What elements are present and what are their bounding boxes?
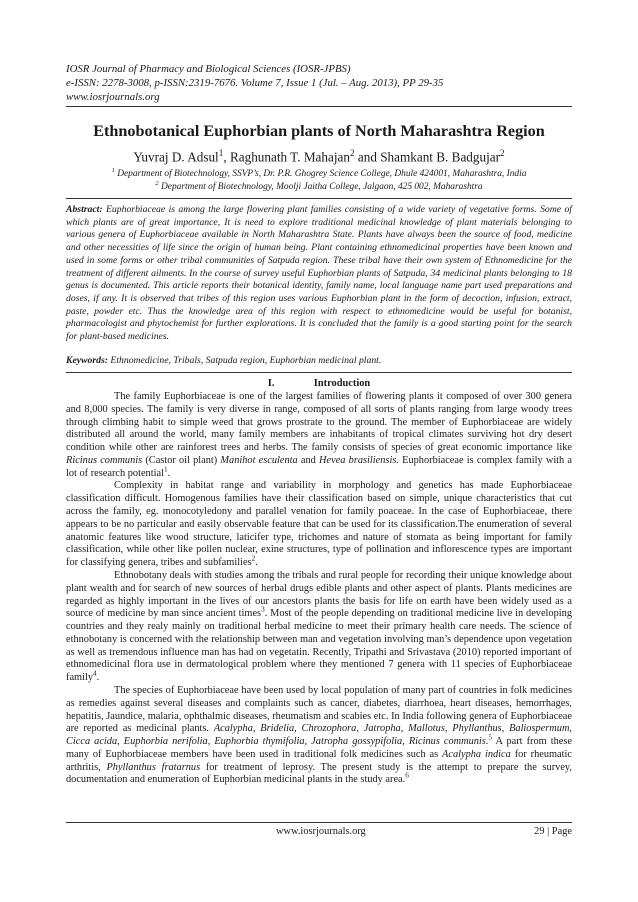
keywords-text: Ethnomedicine, Tribals, Satpuda region, Euphorbian medicinal plant. (107, 355, 382, 366)
text-run: (Castor oil plant) (142, 454, 221, 466)
abstract-text: Euphorbiaceae is among the large flowering plant families consisting of a wide variety of vegetative forms. Some of which plants are of great importance, It is need to explore traditional medicinal knowledge of plant materials belonging to various genera of Euphorbiaceae available in North Maharashtra State. Plants have always been the source of food, medicine and other necessities of life since the origin of human being. Plant containing ethnomedicinal properties have been known and used in some forms or other tribal communities of Satpuda region. These tribal have their own system of Ethnomedicine for the treatment of different ailments. In the course of survey useful Euphorbian plants of Satpuda, 34 medicinal plants belonging to 18 genus is documented. This article reports their botanical identity, family name, local language name part used preparations and doses, if any. It is observed that tribes of this region uses various Euphorbian plant in the form of decoction, infusion, extract, paste, powder etc. Thus the knowledge area of this region with respect to ethnomedicine would be useful for botanist, pharmacologist and phytochemist for further explorations. It is concluded that the family is a good starting point for the search for plant-based medicines. (66, 204, 572, 343)
paragraph (66, 570, 572, 685)
text-run: The species of Euphorbiaceae have been used by local population of many part of countries in folk medicines as remedies against several diseases and complaints such as cancer, diabetes, diarrhoea, heart diseases, hemorrhages, hepatitis, Jaundice, malaria, ophthalmic diseases, rheumatism and scabies etc. In India following genera of Euphorbiaceae are reported as medicinal plants. (66, 684, 572, 735)
paragraph (66, 685, 572, 787)
author-list (66, 148, 572, 165)
author-name: Raghunath T. Mahajan (229, 149, 350, 165)
author-affiliation-mark: 2 (349, 148, 355, 158)
text-run: Ethnobotany deals with studies among the tribals and rural people for recording their unique knowledge about plant wealth and for search of new sources of herbal drugs edible plants and other aspect of plants. Plants medicines are regarded as highly important in the lives of our ancestors plants the basis for life on earth have been widely used as a source of medicine by man since ancient times (66, 569, 572, 620)
text-run: . Euphorbiaceae is complex family with a lot of research potential (66, 454, 573, 479)
author-name: Yuvraj D. Adsul (133, 149, 219, 165)
author-affiliation-mark: 1 (218, 148, 224, 158)
citation-mark: 2 (251, 554, 256, 563)
species-name: Manihot esculenta (220, 454, 298, 466)
abstract-top-divider (66, 198, 572, 199)
text-run: . (255, 557, 258, 569)
introduction-body (66, 391, 572, 787)
text-run: and (297, 454, 320, 466)
paragraph (66, 391, 572, 480)
text-run: . (167, 467, 171, 479)
text-run: Complexity in habitat range and variability in morphology and genetics has made Euphorbiaceae classification difficult. Homogenous families have their classification based on simple, unique characteristics that cut across the family, eg. monocotyledony and parallel venation for family poaceae. In the case of Euphorbiaceae, there appears to be no particular and easily observable feature that can be used for its classification.The enumeration of several anatomic features like wood structure, laticifer type, trichomes and nature of stomata as being important for family classification, while other like pollen nuclear, exine structures, type of pollination and inflorescence types are important for classifying genera, tribes and subfamilies (66, 480, 572, 569)
abstract-label: Abstract: (66, 204, 103, 215)
journal-website: www.iosrjournals.org (66, 91, 160, 104)
keywords-label: Keywords: (66, 355, 108, 366)
species-name: Ricinus communis (66, 454, 143, 466)
genera-list: Acalypha, Bridelia, Chrozophora, Jatropha, Mallotus, Phyllanthus, Baliospermum, Cicca acida, Euphorbia nerifolia, Euphorbia thymifolia, Jatropha gossypifolia, Ricinus communis. (66, 723, 572, 748)
journal-name: IOSR Journal of Pharmacy and Biological Sciences (IOSR-JPBS) (66, 63, 351, 75)
section-title: Introduction (313, 378, 371, 389)
affiliation-1 (66, 167, 572, 179)
author-separator: and (354, 149, 381, 165)
keywords (66, 355, 572, 368)
text-run: for treatment of leprosy. The present study is the attempt to prepare the survey, documentation and enumeration of Euphorbian medicinal plants in the study area. (66, 761, 572, 786)
abstract (66, 204, 572, 344)
footer-divider (66, 822, 572, 823)
citation-mark: 5 (488, 733, 493, 742)
issn-line: e-ISSN: 2278-3008, p-ISSN:2319-7676. Volume 7, Issue 1 (Jul. – Aug. 2013), PP 29-35 (66, 77, 444, 90)
species-name: Acalypha indica (442, 748, 511, 760)
text-run: A part from these many of Euphorbiaceae members have been used in traditional folk medicines such as (66, 736, 572, 760)
page-number: 29 | Page (534, 826, 572, 837)
species-name: Phyllanthus fratarnus (106, 761, 201, 773)
species-name: Hevea brasiliensis (319, 454, 397, 466)
text-run: . Most of the people depending on traditional medicine live in developing countries and they realy mainly on traditional herbal medicine to meet their primary health care needs. The science of ethnobotany is concerned with the relationship between man and vegetation involving man’s dependence upon vegetation as well as tremendous influence man has had on vegetatin. Recently, Tripathi and Srivastava (2010) reported important of ethnomedicinal flora use in dermatological problem where they mentioned 7 genera with 11 species of Euphorbiaceae family (66, 608, 572, 684)
text-run: for rheumatic arthritis, (66, 748, 572, 773)
affiliation-mark: 1 (111, 167, 115, 174)
journal-header (66, 62, 566, 105)
abstract-bottom-divider (66, 372, 572, 373)
text-run: The family Euphorbiaceae is one of the largest families of flowering plants it composed of over 300 genera and 8,000 species. The family is very diverse in range, composed of all sorts of plants ranging from large woody trees through climbing habit to simple weed that grows prostrate to the ground. The member of Euphorbiaceae are widely distributed all around the world, many family members are inhabitants of tropical climates surviving hot dry desert condition while other are rainforest trees and herbs. The family consists of species of great economic importance like (66, 391, 572, 454)
author-separator: , (223, 149, 230, 165)
section-heading (66, 378, 572, 389)
footer-url: www.iosrjournals.org (276, 826, 366, 837)
author-affiliation-mark: 2 (500, 148, 505, 158)
text-run: . (96, 672, 100, 684)
paper-title: Ethnobotanical Euphorbian plants of North Maharashtra Region (93, 122, 545, 140)
header-divider (66, 106, 572, 107)
citation-mark: 6 (405, 772, 409, 780)
paragraph (66, 480, 572, 569)
affiliation-2 (66, 180, 572, 192)
affiliation-mark: 2 (155, 180, 159, 187)
affiliation-text: Department of Biotechnology, SSVP’s, Dr. P.R. Ghogrey Science College, Dhule 424001, Maharashtra, India (114, 169, 527, 180)
citation-mark: 3 (261, 605, 265, 614)
citation-mark: 1 (163, 465, 168, 474)
affiliation-text: Department of Biotechnology, Moolji Jaitha College, Jalgaon, 425 002, Maharashtra (158, 182, 483, 193)
section-number: I. (267, 378, 275, 389)
citation-mark: 4 (93, 669, 97, 678)
author-name: Shamkant B. Badgujar (380, 149, 500, 165)
